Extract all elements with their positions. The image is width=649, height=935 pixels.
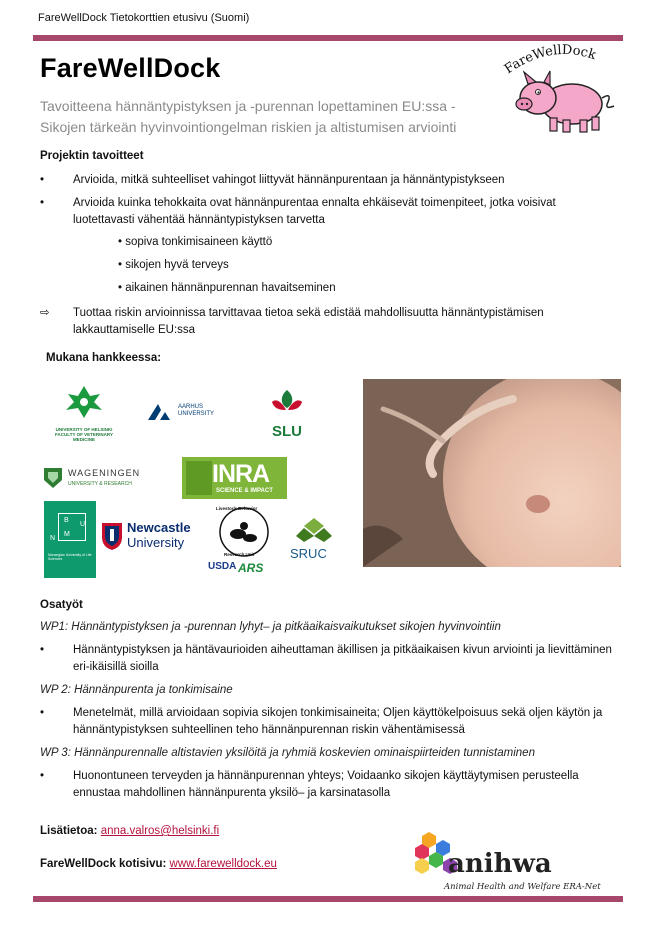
helsinki-emblem-icon (44, 382, 124, 422)
page-subtitle: Tavoitteena hännäntypistyksen ja -purennan lopettaminen EU:ssa - Sikojen tärkeän hyvinvointiongelman riskien ja altistumisen arviointi (40, 98, 457, 135)
newcastle-shield-icon (100, 521, 124, 551)
goal-item-2 (40, 195, 620, 229)
wageningen-mark-icon (42, 466, 64, 490)
sruc-diamond-icon (294, 516, 334, 544)
helsinki-logo: UNIVERSITY OF HELSINKI FACULTY OF VETERINARY MEDICINE (44, 382, 124, 442)
wp1-item (40, 642, 620, 676)
wp3-item (40, 768, 620, 802)
contact-info (40, 825, 219, 837)
usda-lbru-logo: Livestock Behavior Research Unit USDA ARS (208, 504, 278, 582)
homepage-label: FareWellDock kotisivu: (40, 858, 167, 870)
workpackages-heading: Osatyöt (40, 599, 83, 611)
contact-email-link[interactable]: anna.valros@helsinki.fi (100, 825, 220, 837)
page-title: FareWellDock (40, 53, 221, 83)
slu-leaf-icon (262, 388, 312, 418)
aarhus-mark-icon (146, 402, 174, 422)
partners-heading: Mukana hankkeessa: (46, 352, 162, 364)
aarhus-logo: AARHUS UNIVERSITY (146, 400, 226, 426)
bullet-icon: • (40, 197, 45, 209)
pig-tail-photo (363, 379, 621, 567)
homepage-info (40, 858, 277, 870)
bottom-divider (33, 896, 623, 902)
wp1-text: Hännäntypistyksen ja häntävaurioiden aiheuttaman äkillisen ja pitkäaikaisen kivun arviointi ja lievittäminen eri-ikäisillä sioilla (73, 644, 612, 673)
goal-text: Arvioida, mitkä suhteelliset vahingot liittyvät hännänpurentaan ja hännäntypistykseen (73, 174, 505, 186)
farewelldock-pig-logo (500, 42, 622, 138)
goal-subitem: • sikojen hyvä terveys (118, 259, 229, 271)
sruc-logo: SRUC (288, 516, 340, 564)
wp2-item (40, 705, 620, 739)
newcastle-logo: Newcastle University (100, 519, 200, 555)
wp2-text: Menetelmät, millä arvioidaan sopivia sikojen tonkimisaineita; Oljen käyttökelpoisuus sekä oljen käytön ja hännäntypistyksen suhteellinen teho hännänpurennan riskin vähentämisessä (73, 707, 603, 736)
contact-info-label: Lisätietoa: (40, 825, 98, 837)
pig-logo-text: FareWellDock (501, 42, 598, 78)
page-header: FareWellDock Tietokorttien etusivu (Suomi) (38, 12, 250, 24)
goal-arrow-text: Tuottaa riskin arvioinnissa tarvittavaa tietoa sekä edistää mahdollisuutta hännäntypistämisen lakkauttamiselle EU:ssa (73, 307, 544, 336)
arrow-right-icon: ⇨ (40, 307, 50, 319)
inra-logo: INRA SCIENCE & IMPACT (182, 457, 287, 499)
wp1-title: WP1: Hännäntypistyksen ja -purennan lyhyt– ja pitkäaikaisvaikutukset sikojen hyvinvointiin (40, 621, 501, 633)
anihwa-name: anihwa (448, 849, 552, 879)
bullet-icon: • (40, 707, 45, 719)
homepage-link[interactable]: www.farewelldock.eu (169, 858, 277, 870)
nmbu-logo: N M B U Norwegian University of Life Sciences (44, 501, 96, 578)
bullet-icon: • (40, 644, 45, 656)
bullet-icon: • (40, 174, 45, 186)
goal-text: Arvioida kuinka tehokkaita ovat hännänpurentaa ennalta ehkäisevät toimenpiteet, jotka voisivat luotettavasti vähentää hännäntypistyksen tarvetta (73, 197, 556, 226)
anihwa-tagline: Animal Health and Welfare ERA-Net (444, 882, 601, 892)
goal-arrow-item (40, 305, 620, 339)
slu-logo: SLU (262, 388, 312, 438)
bullet-icon: • (40, 770, 45, 782)
top-divider (33, 35, 623, 41)
wp2-title: WP 2: Hännänpurenta ja tonkimisaine (40, 684, 233, 696)
wp3-title: WP 3: Hännänpurennalle altistavien yksilöitä ja ryhmiä koskevien ominaispiirteiden tunnistaminen (40, 747, 535, 759)
wp3-text: Huonontuneen terveyden ja hännänpurennan yhteys; Voidaanko sikojen käyttäytymisen perusteella ennustaa mahdollinen hännänpurenta yksilö– ja karsinatasolla (73, 770, 579, 799)
goal-item-1 (40, 172, 620, 189)
goal-subitem: • sopiva tonkimisaineen käyttö (118, 236, 273, 248)
goals-heading: Projektin tavoitteet (40, 150, 144, 162)
wageningen-logo: WAGENINGEN UNIVERSITY & RESEARCH (42, 466, 170, 496)
anihwa-logo (412, 832, 624, 894)
goal-subitem: • aikainen hännänpurennan havaitseminen (118, 282, 336, 294)
